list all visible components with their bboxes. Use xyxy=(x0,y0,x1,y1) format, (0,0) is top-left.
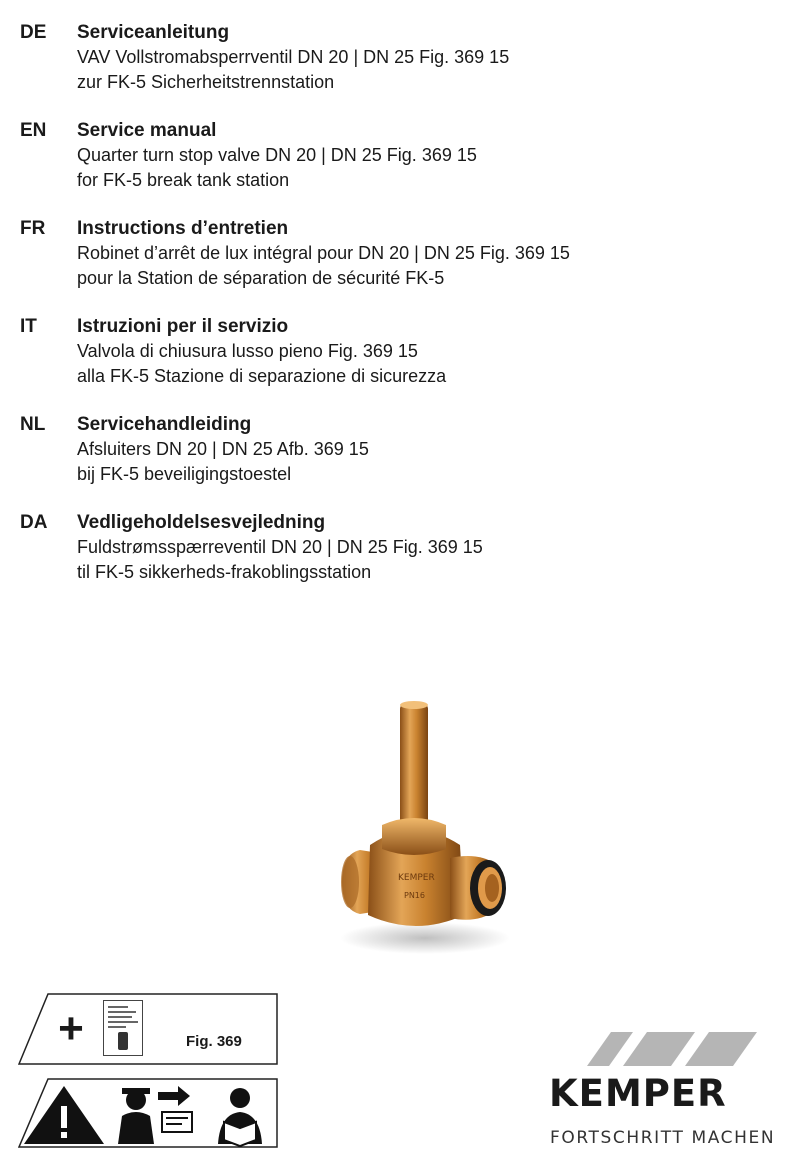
lang-subtitle-line: alla FK-5 Stazione di separazione di sicurezza xyxy=(77,366,447,386)
lang-code: DE xyxy=(20,22,47,43)
lang-subtitle-line: Robinet d’arrêt de lux intégral pour DN 20 | DN 25 Fig. 369 15 xyxy=(77,243,570,263)
svg-text:KEMPER: KEMPER xyxy=(398,873,435,883)
ball-valve-icon xyxy=(330,700,510,960)
warning-box xyxy=(18,1078,278,1148)
lang-code: IT xyxy=(20,316,37,337)
lang-subtitle-line: Afsluiters DN 20 | DN 25 Afb. 369 15 xyxy=(77,439,369,459)
brand-slogan: FORTSCHRITT MACHEN xyxy=(550,1128,776,1148)
lang-subtitle-line: Valvola di chiusura lusso pieno Fig. 369 15 xyxy=(77,341,418,361)
lang-title: Serviceanleitung xyxy=(77,22,230,43)
figure-label: Fig. 369 xyxy=(186,1033,242,1050)
lang-subtitle-line: for FK-5 break tank station xyxy=(77,170,290,190)
lang-title: Service manual xyxy=(77,120,217,141)
lang-code: DA xyxy=(20,512,48,533)
lang-code: NL xyxy=(20,414,46,435)
brand-name: KEMPER xyxy=(549,1072,727,1115)
lang-subtitle-line: Fuldstrømsspærreventil DN 20 | DN 25 Fig. 369 15 xyxy=(77,537,483,557)
lang-code: FR xyxy=(20,218,46,239)
lang-subtitle-line: Quarter turn stop valve DN 20 | DN 25 Fig. 369 15 xyxy=(77,145,477,165)
manual-document-icon xyxy=(103,1000,143,1056)
plus-symbol: + xyxy=(58,1004,84,1053)
lang-title: Instructions d’entretien xyxy=(77,218,289,239)
lang-code: EN xyxy=(20,120,47,141)
lang-title: Vedligeholdelsesvejledning xyxy=(77,512,326,533)
lang-subtitle-line: pour la Station de séparation de sécurité FK-5 xyxy=(77,268,445,288)
svg-text:PN16: PN16 xyxy=(404,891,425,900)
lang-subtitle-line: zur FK-5 Sicherheitstrennstation xyxy=(77,72,335,92)
lang-title: Istruzioni per il servizio xyxy=(77,316,289,337)
lang-subtitle-line: VAV Vollstromabsperrventil DN 20 | DN 25 Fig. 369 15 xyxy=(77,47,510,67)
lang-subtitle-line: bij FK-5 beveiligingstoestel xyxy=(77,464,292,484)
lang-title: Servicehandleiding xyxy=(77,414,252,435)
lang-subtitle-line: til FK-5 sikkerheds-frakoblingsstation xyxy=(77,562,372,582)
